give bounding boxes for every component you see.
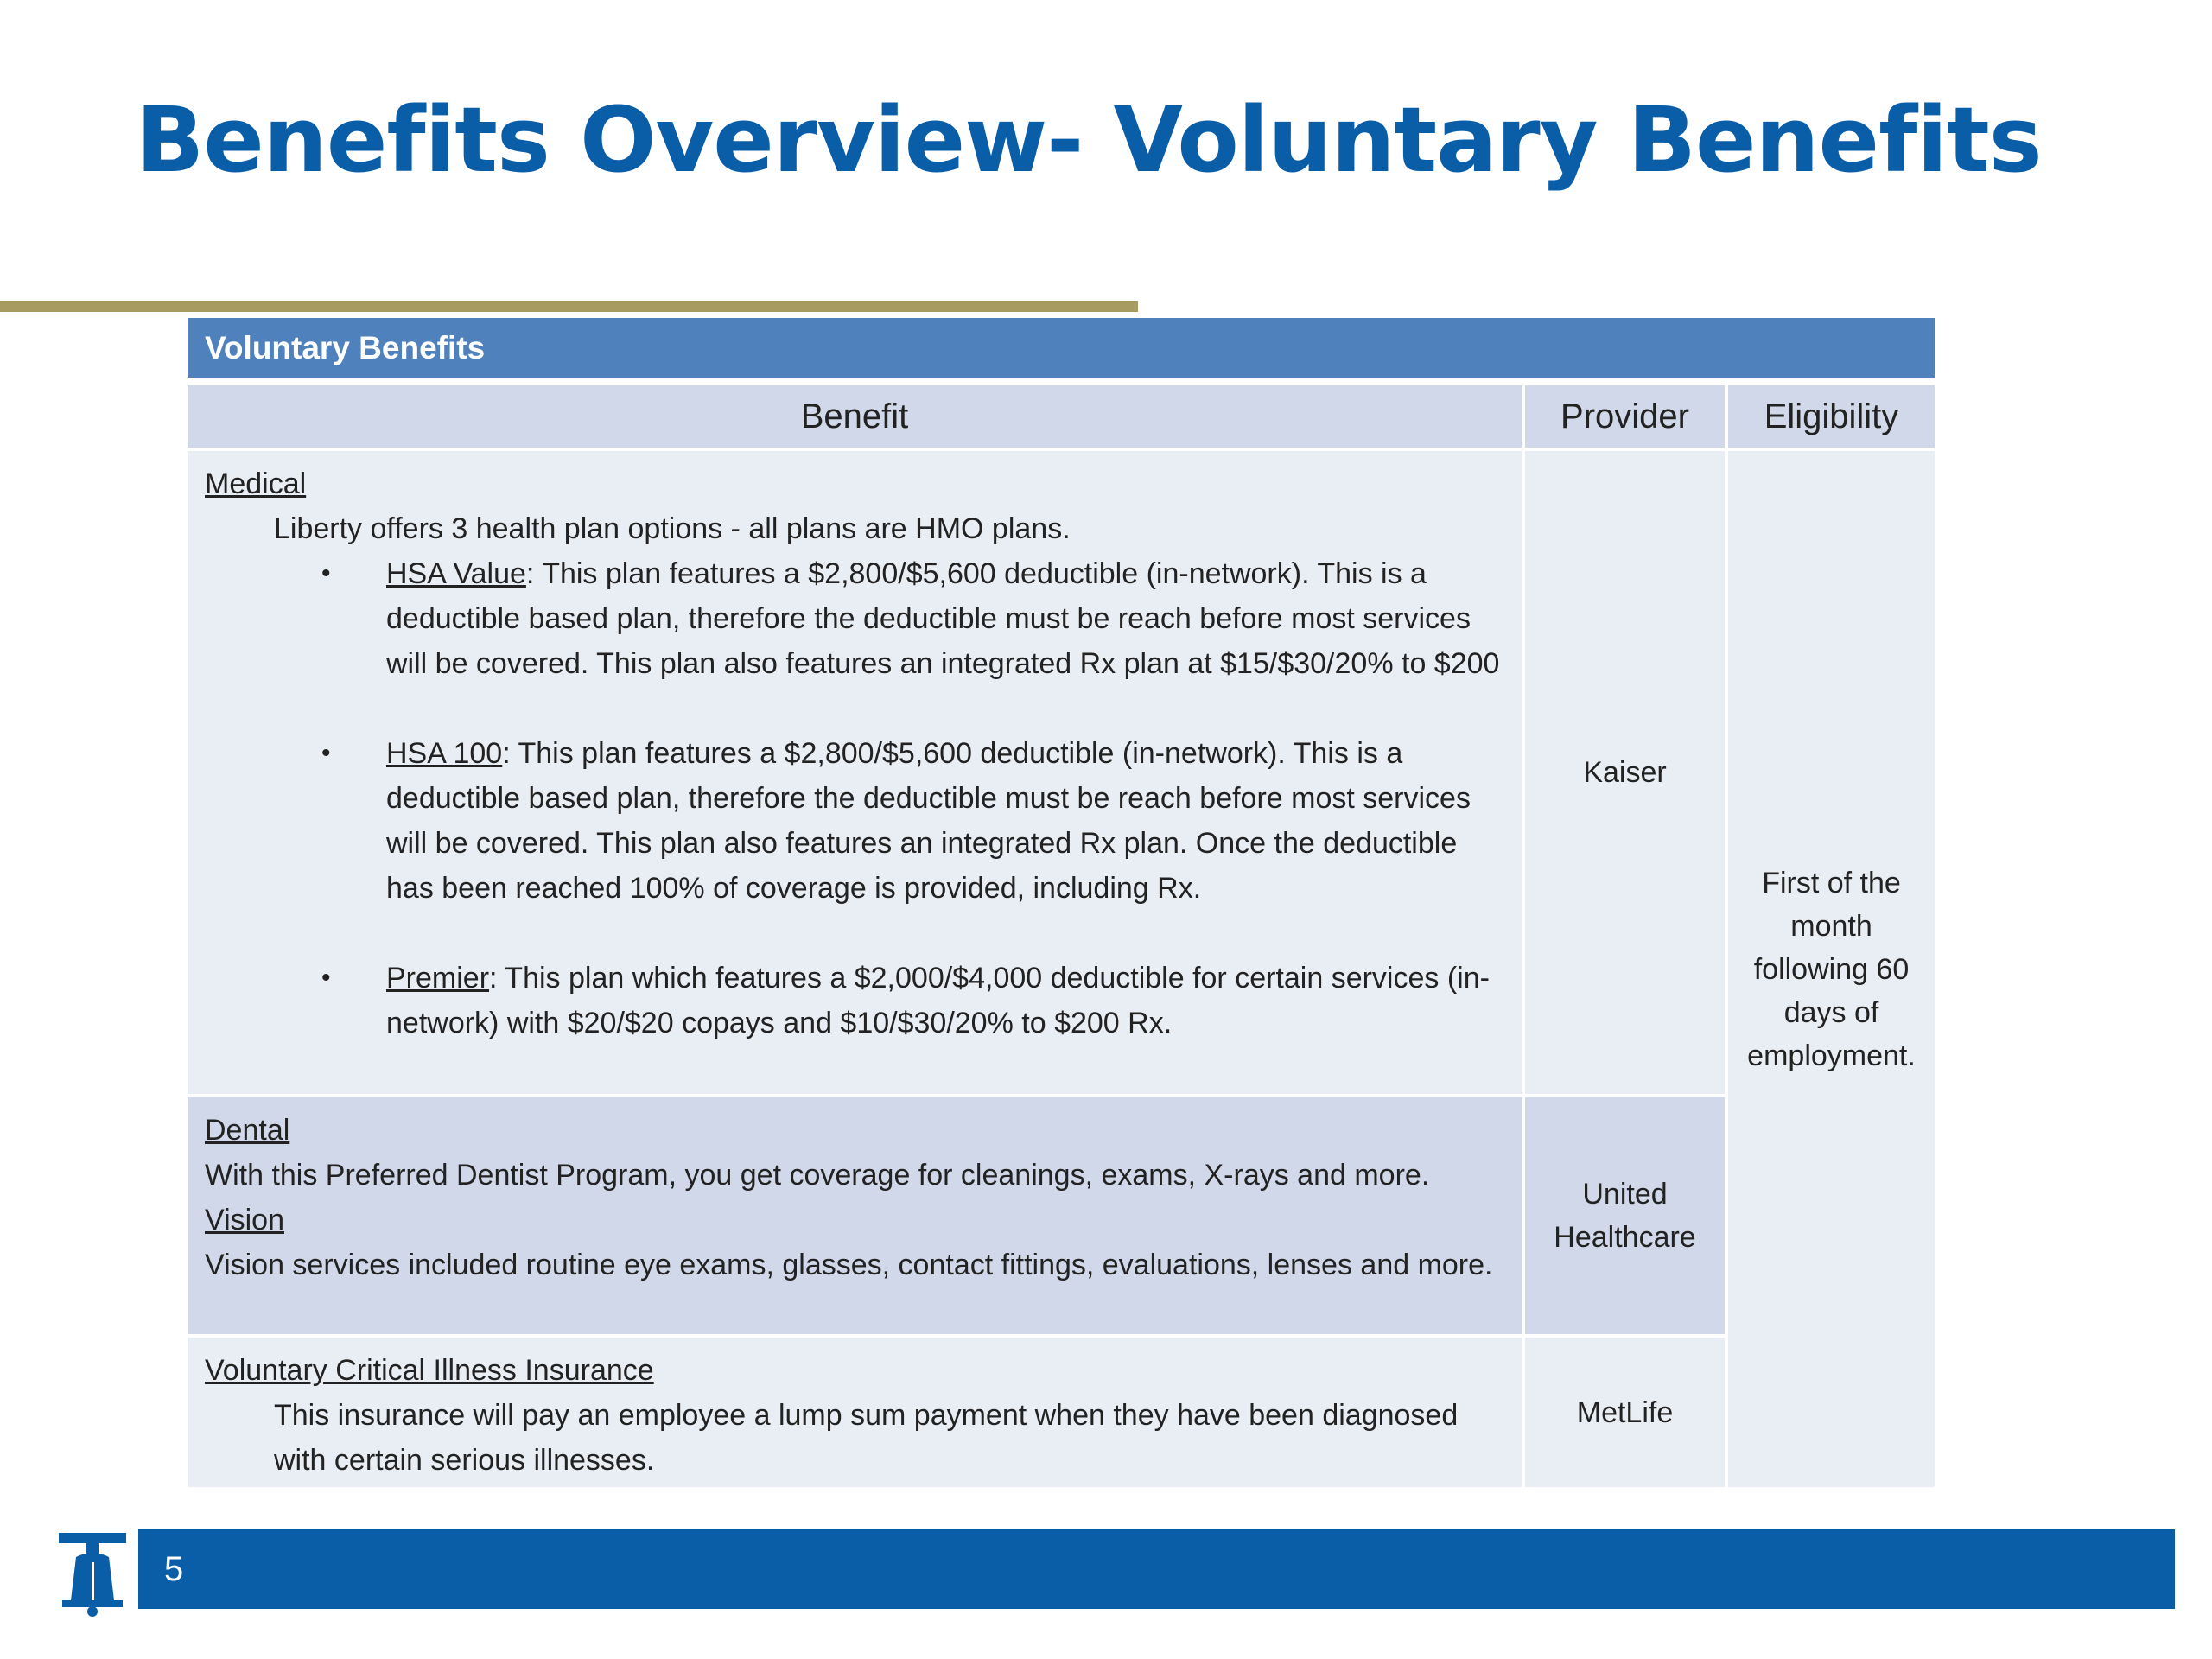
plan-description: : This plan features a $2,800/$5,600 deductible (in-network). This is a deductible based plan, therefore the deductible must be reach before most services will be covered. This plan also features an integrated Rx plan at $15/$30/20% to $200 (386, 557, 1500, 680)
header-benefit: Benefit (188, 385, 1522, 448)
plan-name: HSA Value (386, 557, 526, 590)
plan-name: HSA 100 (386, 737, 503, 770)
medical-intro: Liberty offers 3 health plan options - all plans are HMO plans. (274, 512, 1071, 545)
header-provider: Provider (1525, 385, 1725, 448)
table-banner: Voluntary Benefits (188, 318, 1935, 378)
medical-provider: Kaiser (1583, 756, 1667, 789)
critical-illness-text: This insurance will pay an employee a lump sum payment when they have been diagnosed with certain serious illnesses. (274, 1399, 1459, 1477)
dental-text: With this Preferred Dentist Program, you get coverage for cleanings, exams, X-rays and more. (205, 1159, 1430, 1192)
plan-description: : This plan features a $2,800/$5,600 deductible (in-network). This is a deductible based plan, therefore the deductible must be reach before most services will be covered. This plan also features an integrated Rx plan. Once the deductible has been reached 100% of coverage is provided, including Rx. (386, 737, 1471, 905)
dental-vision-benefit-cell (188, 1097, 1522, 1334)
list-item (205, 551, 1504, 686)
page-number: 5 (164, 1550, 184, 1588)
plan-description: : This plan which features a $2,000/$4,000 deductible for certain services (in-network) with $20/$20 copays and $10/$30/20% to $200 Rx. (386, 962, 1490, 1039)
critical-illness-provider: MetLife (1576, 1395, 1674, 1429)
critical-illness-benefit-cell (188, 1338, 1522, 1487)
medical-plan-list (205, 551, 1504, 1046)
medical-provider-cell (1525, 451, 1725, 1094)
bullet-icon: • (321, 739, 331, 767)
list-item (205, 956, 1504, 1046)
vision-text: Vision services included routine eye exams, glasses, contact fittings, evaluations, lenses and more. (205, 1249, 1493, 1281)
slide-title: Benefits Overview- Voluntary Benefits (136, 87, 2042, 193)
dental-heading: Dental (205, 1114, 290, 1147)
list-spacer (205, 911, 1504, 956)
critical-illness-provider-cell (1525, 1338, 1725, 1487)
voluntary-benefits-table (188, 318, 1935, 1487)
medical-heading: Medical (205, 467, 307, 500)
eligibility-cell (1728, 451, 1935, 1487)
dental-provider-cell (1525, 1097, 1725, 1334)
liberty-bell-icon (54, 1528, 131, 1619)
accent-divider (0, 301, 1138, 312)
footer-bar (138, 1529, 2175, 1609)
bullet-icon: • (321, 559, 331, 588)
plan-name: Premier (386, 962, 490, 995)
list-spacer (205, 686, 1504, 731)
header-eligibility: Eligibility (1728, 385, 1935, 448)
dental-provider: United Healthcare (1554, 1178, 1696, 1254)
critical-illness-heading: Voluntary Critical Illness Insurance (205, 1354, 654, 1387)
list-item (205, 731, 1504, 911)
eligibility-text: First of the month following 60 days of employment. (1747, 866, 1916, 1072)
vision-heading: Vision (205, 1204, 284, 1236)
bullet-icon: • (321, 963, 331, 992)
medical-benefit-cell (188, 451, 1522, 1094)
